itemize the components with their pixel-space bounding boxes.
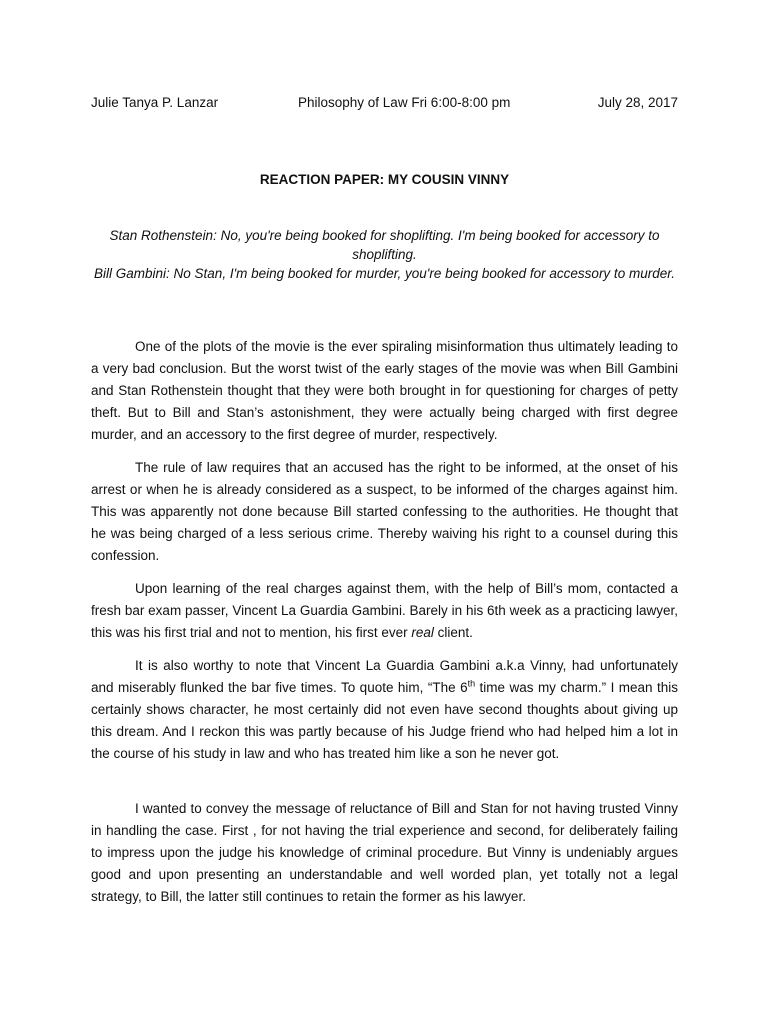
course-info: Philosophy of Law Fri 6:00-8:00 pm: [298, 95, 511, 110]
opening-quote: [91, 226, 678, 283]
paragraph-text-part: It is also worthy to note that Vincent La Guardia Gambini a.k.a Vinny, had unfortunately and miserably flunked the bar five times. To quote him, “The 6: [91, 658, 678, 695]
emphasis-real: real: [411, 625, 434, 640]
paragraph-2: [91, 457, 678, 567]
author-name: Julie Tanya P. Lanzar: [91, 95, 219, 110]
paragraph-text-part: client.: [433, 625, 473, 640]
document-title: REACTION PAPER: MY COUSIN VINNY: [259, 172, 510, 187]
paragraph-text: [91, 655, 678, 765]
paragraph-text-part: time was my charm.” I mean this certainly shows character, he most certainly did not even have second thoughts about giving up this dream. And I reckon this was partly because of his Judge friend who had helped him a lot in the course of his study in law and who has treated him like a son he never got.: [91, 680, 678, 761]
paragraph-1: [91, 336, 678, 446]
paragraph-5: [91, 798, 678, 908]
paragraph-4: [91, 655, 678, 765]
paragraph-text-part: Upon learning of the real charges against them, with the help of Bill’s mom, contacted a fresh bar exam passer, Vincent La Guardia Gambini. Barely in his 6th week as a practicing lawyer, this was his first trial and not to mention, his first ever: [91, 581, 678, 640]
paragraph-text: The rule of law requires that an accused has the right to be informed, at the onset of his arrest or when he is already considered as a suspect, to be informed of the charges against him. This was apparently not done because Bill started confessing to the authorities. He thought that he was being charged of a less serious crime. Thereby waiving his right to a counsel during this confession.: [91, 460, 678, 563]
paragraph-text: One of the plots of the movie is the ever spiraling misinformation thus ultimately leading to a very bad conclusion. But the worst twist of the early stages of the movie was when Bill Gambini and Stan Rothenstein thought that they were both brought in for questioning for charges of petty theft. But to Bill and Stan’s astonishment, they were actually being charged with first degree murder, and an accessory to the first degree of murder, respectively.: [91, 339, 678, 442]
paragraph-3: [91, 578, 678, 644]
document-date: July 28, 2017: [597, 95, 678, 110]
ordinal-suffix: th: [467, 678, 476, 689]
document-header: [91, 94, 678, 112]
quote-line-bill: Bill Gambini: No Stan, I'm being booked for murder, you're being booked for accessory to murder.: [94, 266, 675, 281]
quote-line-stan: Stan Rothenstein: No, you're being booked for shoplifting. I'm being booked for accessory to shoplifting.: [109, 228, 660, 262]
paragraph-text: I wanted to convey the message of reluctance of Bill and Stan for not having trusted Vinny in handling the case. First , for not having the trial experience and second, for deliberately failing to impress upon the judge his knowledge of criminal procedure. But Vinny is undeniably argues good and upon presenting an understandable and well worded plan, yet totally not a legal strategy, to Bill, the latter still continues to retain the former as his lawyer.: [91, 801, 678, 904]
paragraph-text: [91, 578, 678, 644]
